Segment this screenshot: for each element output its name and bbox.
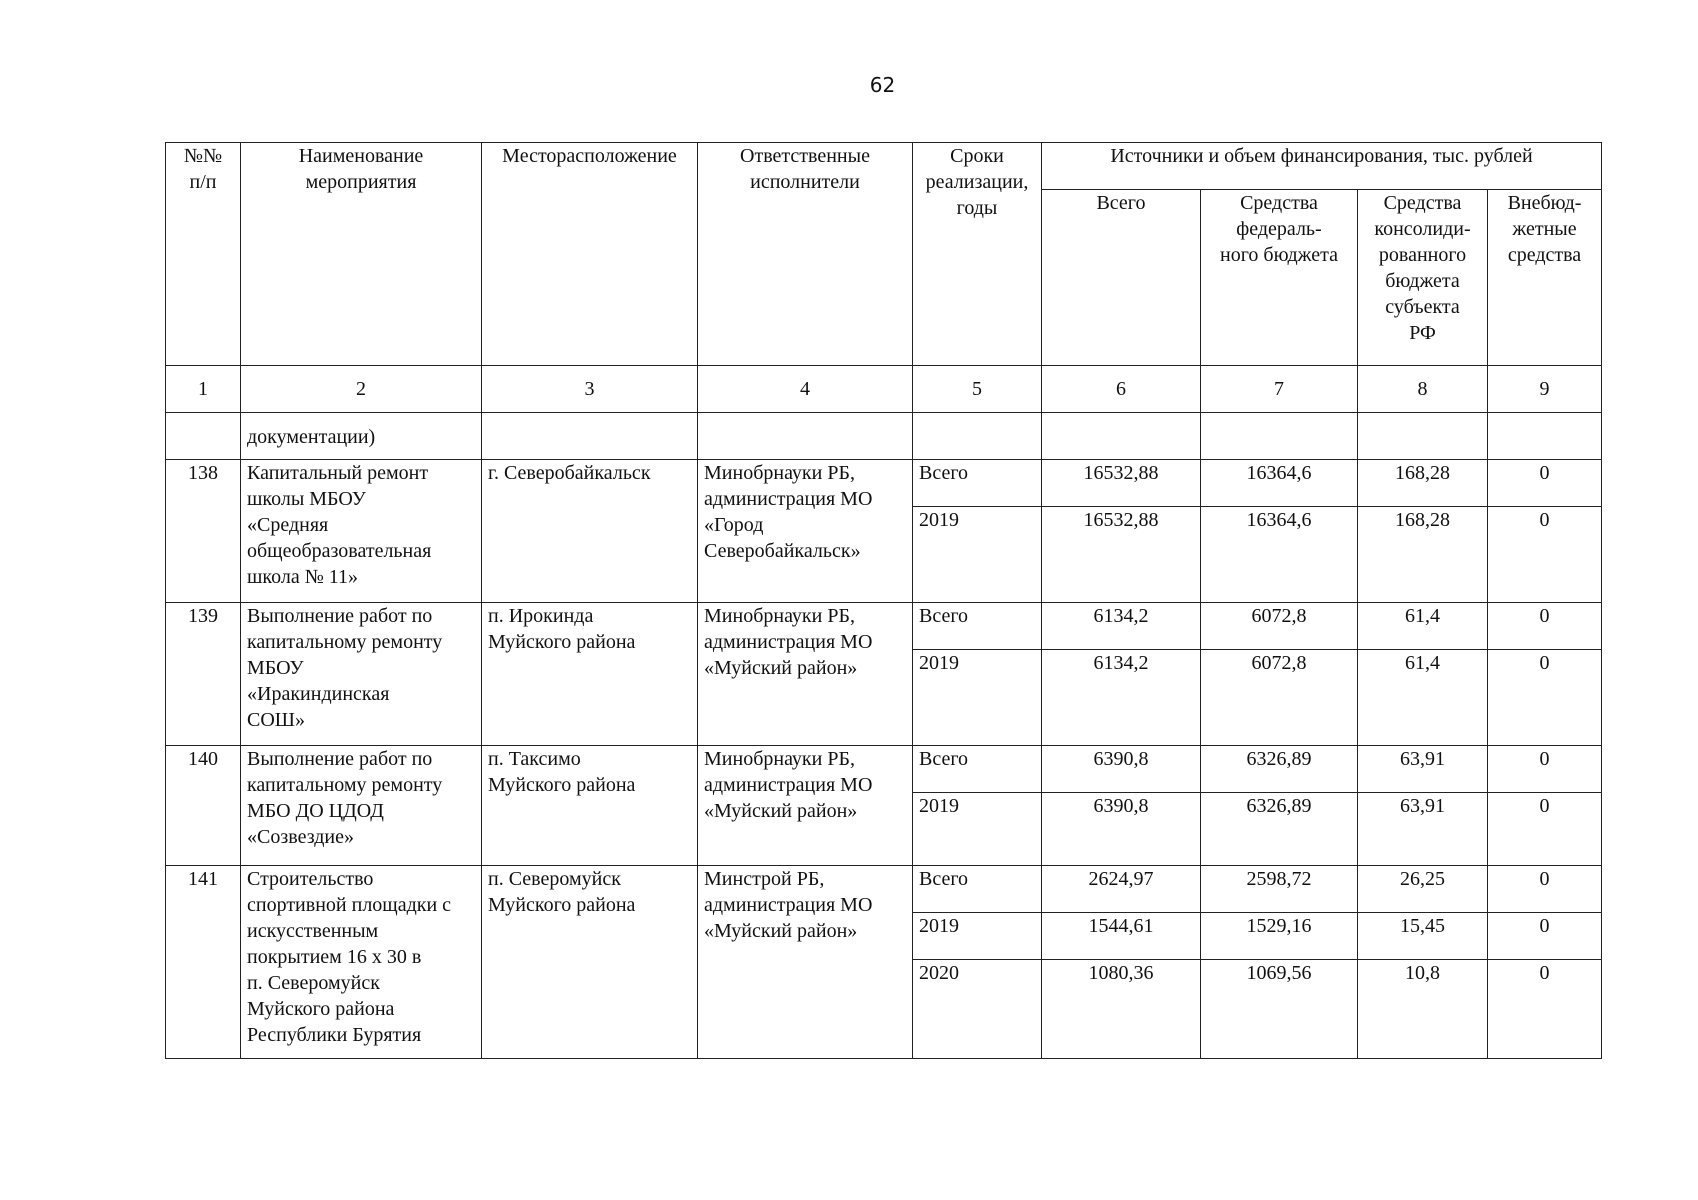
value-consolidated: 168,28 bbox=[1358, 507, 1488, 603]
value-federal: 16364,6 bbox=[1201, 460, 1358, 507]
value-total: 16532,88 bbox=[1042, 507, 1201, 603]
header-terms: Сроки реализации, годы bbox=[913, 143, 1042, 366]
value-federal: 1069,56 bbox=[1201, 960, 1358, 1059]
value-offbudget: 0 bbox=[1488, 507, 1602, 603]
column-number: 8 bbox=[1358, 366, 1488, 413]
row-name: Строительство спортивной площадки с искусственным покрытием 16 х 30 в п. Северомуйск Муйского района Республики Бурятия bbox=[241, 866, 482, 1059]
value-total: 2624,97 bbox=[1042, 866, 1201, 913]
column-number: 1 bbox=[166, 366, 241, 413]
value-offbudget: 0 bbox=[1488, 603, 1602, 650]
value-consolidated: 15,45 bbox=[1358, 913, 1488, 960]
value-federal: 6326,89 bbox=[1201, 746, 1358, 793]
header-location: Месторасположение bbox=[482, 143, 698, 366]
continuation-row bbox=[166, 413, 1602, 460]
value-total: 1080,36 bbox=[1042, 960, 1201, 1059]
header-name: Наименование мероприятия bbox=[241, 143, 482, 366]
value-total: 1544,61 bbox=[1042, 913, 1201, 960]
period-year: 2019 bbox=[913, 507, 1042, 603]
header-offbudget: Внебюд- жетные средства bbox=[1488, 190, 1602, 366]
row-name: Выполнение работ по капитальному ремонту МБОУ «Иракиндинская СОШ» bbox=[241, 603, 482, 746]
header-number: №№ п/п bbox=[166, 143, 241, 366]
page-number: 62 bbox=[869, 73, 896, 97]
value-offbudget: 0 bbox=[1488, 650, 1602, 746]
period-year: Всего bbox=[913, 603, 1042, 650]
period-year: 2019 bbox=[913, 650, 1042, 746]
table-row bbox=[166, 746, 1602, 793]
continuation-location bbox=[482, 413, 698, 460]
row-location: п. Ирокинда Муйского района bbox=[482, 603, 698, 746]
period-year: Всего bbox=[913, 746, 1042, 793]
value-total: 16532,88 bbox=[1042, 460, 1201, 507]
value-federal: 16364,6 bbox=[1201, 507, 1358, 603]
row-responsible: Минобрнауки РБ, администрация МО «Город Северобайкальск» bbox=[698, 460, 913, 603]
period-year: Всего bbox=[913, 460, 1042, 507]
value-federal: 2598,72 bbox=[1201, 866, 1358, 913]
continuation-name: документации) bbox=[241, 413, 482, 460]
row-location: п. Таксимо Муйского района bbox=[482, 746, 698, 866]
row-number: 140 bbox=[166, 746, 241, 866]
value-consolidated: 168,28 bbox=[1358, 460, 1488, 507]
value-total: 6390,8 bbox=[1042, 793, 1201, 866]
column-number: 4 bbox=[698, 366, 913, 413]
header-responsible: Ответственные исполнители bbox=[698, 143, 913, 366]
period-year: Всего bbox=[913, 866, 1042, 913]
value-offbudget: 0 bbox=[1488, 913, 1602, 960]
column-number: 7 bbox=[1201, 366, 1358, 413]
row-responsible: Минстрой РБ, администрация МО «Муйский район» bbox=[698, 866, 913, 1059]
column-number: 5 bbox=[913, 366, 1042, 413]
header-federal: Средства федераль- ного бюджета bbox=[1201, 190, 1358, 366]
continuation-total bbox=[1042, 413, 1201, 460]
row-number: 138 bbox=[166, 460, 241, 603]
value-offbudget: 0 bbox=[1488, 746, 1602, 793]
row-responsible: Минобрнауки РБ, администрация МО «Муйский район» bbox=[698, 746, 913, 866]
row-number: 141 bbox=[166, 866, 241, 1059]
column-number: 3 bbox=[482, 366, 698, 413]
header-total: Всего bbox=[1042, 190, 1201, 366]
value-consolidated: 61,4 bbox=[1358, 603, 1488, 650]
value-consolidated: 63,91 bbox=[1358, 746, 1488, 793]
continuation-number bbox=[166, 413, 241, 460]
table-row bbox=[166, 866, 1602, 913]
column-numbers-row bbox=[166, 366, 1602, 413]
financing-table bbox=[165, 142, 1602, 1059]
value-consolidated: 61,4 bbox=[1358, 650, 1488, 746]
column-number: 9 bbox=[1488, 366, 1602, 413]
value-offbudget: 0 bbox=[1488, 960, 1602, 1059]
value-offbudget: 0 bbox=[1488, 460, 1602, 507]
header-funding: Источники и объем финансирования, тыс. рублей bbox=[1042, 143, 1602, 190]
value-total: 6134,2 bbox=[1042, 603, 1201, 650]
value-offbudget: 0 bbox=[1488, 866, 1602, 913]
value-total: 6134,2 bbox=[1042, 650, 1201, 746]
table-row bbox=[166, 603, 1602, 650]
row-name: Капитальный ремонт школы МБОУ «Средняя общеобразовательная школа № 11» bbox=[241, 460, 482, 603]
column-number: 6 bbox=[1042, 366, 1201, 413]
period-year: 2019 bbox=[913, 913, 1042, 960]
continuation-consolidated bbox=[1358, 413, 1488, 460]
value-federal: 6072,8 bbox=[1201, 650, 1358, 746]
row-location: п. Северомуйск Муйского района bbox=[482, 866, 698, 1059]
period-year: 2020 bbox=[913, 960, 1042, 1059]
row-responsible: Минобрнауки РБ, администрация МО «Муйский район» bbox=[698, 603, 913, 746]
table-row bbox=[166, 460, 1602, 507]
value-federal: 6072,8 bbox=[1201, 603, 1358, 650]
continuation-responsible bbox=[698, 413, 913, 460]
header-consolidated: Средства консолиди- рованного бюджета субъекта РФ bbox=[1358, 190, 1488, 366]
row-name: Выполнение работ по капитальному ремонту МБО ДО ЦДОД «Созвездие» bbox=[241, 746, 482, 866]
value-federal: 1529,16 bbox=[1201, 913, 1358, 960]
continuation-federal bbox=[1201, 413, 1358, 460]
continuation-offbudget bbox=[1488, 413, 1602, 460]
value-federal: 6326,89 bbox=[1201, 793, 1358, 866]
value-consolidated: 26,25 bbox=[1358, 866, 1488, 913]
value-consolidated: 63,91 bbox=[1358, 793, 1488, 866]
column-number: 2 bbox=[241, 366, 482, 413]
period-year: 2019 bbox=[913, 793, 1042, 866]
row-number: 139 bbox=[166, 603, 241, 746]
value-total: 6390,8 bbox=[1042, 746, 1201, 793]
row-location: г. Северобайкальск bbox=[482, 460, 698, 603]
value-consolidated: 10,8 bbox=[1358, 960, 1488, 1059]
value-offbudget: 0 bbox=[1488, 793, 1602, 866]
continuation-terms bbox=[913, 413, 1042, 460]
